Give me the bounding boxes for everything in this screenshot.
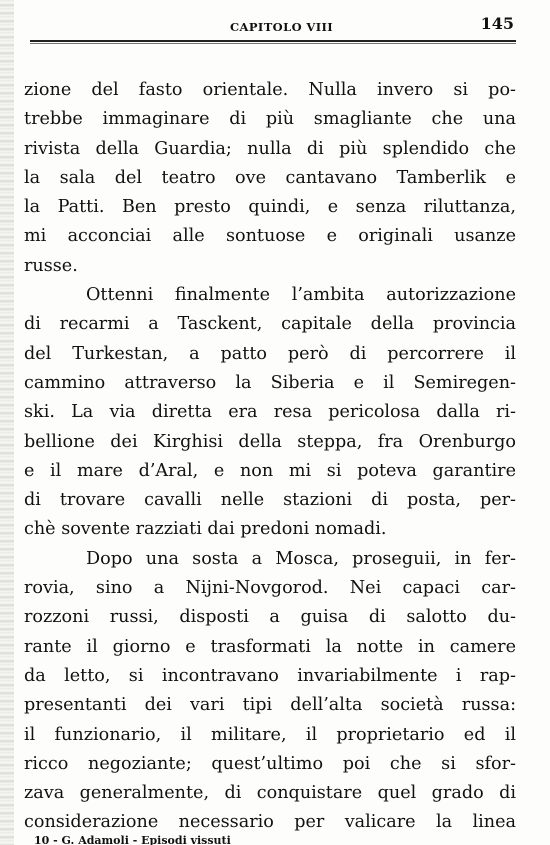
text-line: di trovare cavalli nelle stazioni di posta, per-	[24, 490, 516, 511]
text-line: chè sovente razziati dai predoni nomadi.	[24, 519, 387, 540]
text-line: cammino attraverso la Siberia e il Semiregen-	[24, 372, 516, 393]
body-text	[24, 76, 516, 838]
text-line: presentanti dei vari tipi dell’alta società russa:	[24, 695, 516, 716]
text-line: rovia, sino a Nijni-Novgorod. Nei capaci car-	[24, 578, 516, 599]
text-line: e il mare d’Aral, e non mi si poteva garantire	[24, 460, 516, 481]
paragraph-first-line: Dopo una sosta a Mosca, proseguii, in fer-	[86, 548, 516, 569]
text-line: rozzoni russi, disposti a guisa di salotto du-	[24, 607, 516, 628]
text-line: la Patti. Ben presto quindi, e senza riluttanza,	[24, 197, 516, 218]
text-line: considerazione necessario per valicare la linea	[24, 812, 516, 833]
text-line: rante il giorno e trasformati la notte in camere	[24, 636, 516, 657]
text-line: la sala del teatro ove cantavano Tamberlik e	[24, 167, 516, 188]
text-line: zava generalmente, di conquistare quel grado di	[24, 783, 516, 804]
header-rule-thin	[30, 43, 516, 44]
text-line: di recarmi a Tasckent, capitale della provincia	[24, 314, 516, 335]
page-gutter-shadow	[0, 0, 14, 845]
page-number: 145	[480, 14, 514, 33]
text-line: il funzionario, il militare, il proprietario ed il	[24, 724, 516, 745]
text-line: ski. La via diretta era resa pericolosa dalla ri-	[24, 402, 516, 423]
text-line: del Turkestan, a patto però di percorrere il	[24, 343, 516, 364]
page-header	[30, 14, 516, 34]
running-head: CAPITOLO VIII	[230, 20, 334, 34]
text-line: mi acconciai alle sontuose e originali usanze	[24, 226, 516, 247]
text-line: ricco negoziante; quest’ultimo poi che si sfor-	[24, 753, 516, 774]
text-line: da letto, si incontravano invariabilmente i rap-	[24, 665, 516, 686]
text-line: trebbe immaginare di più smagliante che una	[24, 109, 516, 130]
text-line: rivista della Guardia; nulla di più splendido che	[24, 138, 516, 159]
text-line: russe.	[24, 255, 78, 276]
text-line: zione del fasto orientale. Nulla invero si po-	[24, 80, 516, 100]
paragraph-first-line: Ottenni finalmente l’ambita autorizzazione	[86, 285, 516, 306]
text-line: bellione dei Kirghisi della steppa, fra Orenburgo	[24, 431, 516, 452]
header-rule	[30, 40, 516, 42]
footer-signature: 10 - G. Adamoli - Episodi vissuti	[34, 834, 231, 845]
